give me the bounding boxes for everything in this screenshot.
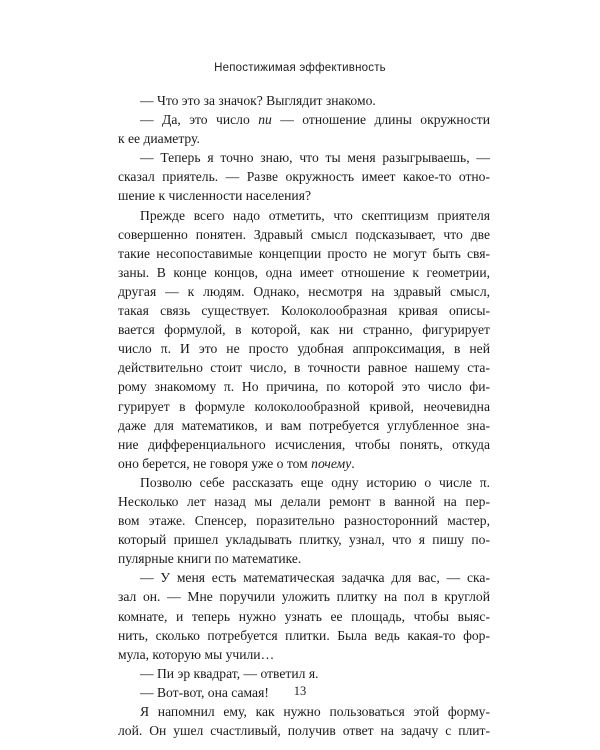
text-line: сказал приятель. — Разве окружность имеет какое-то отно- [118,169,490,185]
page-number: 13 [293,684,307,698]
text-line: Я напомнил ему, как нужно пользоваться этой форму- [140,704,490,719]
text-line: оно берется, не говоря уже о том почему. [118,455,355,471]
text-line: вом этаже. Спенсер, поразительно разносторонний мастер, [118,513,490,529]
emphasis-word: пи [258,112,272,128]
text-line: — Вот-вот, она самая! [140,684,269,700]
text-line: — У меня есть математическая задачка для вас, — ска- [140,570,490,586]
text-line: вается формулой, в которой, как ни странно, фигурирует [118,322,490,338]
text-line: совершенно понятен. Здравый смысл подсказывает, что две [118,226,490,242]
emphasis-word: почему [311,455,352,471]
text-line: Позволю себе рассказать еще одну историю о числе π. [140,474,490,490]
text-line: заны. В конце концов, одна имеет отношение к геометрии, [118,264,490,280]
text-line: такие несопоставимые концепции просто не могут быть свя- [118,245,490,261]
text-line: такая связь существует. Колоколообразная кривая описы- [118,303,490,319]
text-line: ние дифференциального исчисления, чтобы понять, откуда [118,436,490,452]
text-line: пулярные книги по математике. [118,551,302,567]
text-line: действительно стоит число, в точности равное нашему ста- [118,360,490,376]
text-line: даже для математиков, и вам потребуется углубленное зна- [118,417,490,433]
text-line: комнате, и теперь нужно узнать ее площадь, чтобы выяс- [118,608,490,624]
body-text [118,91,490,740]
text-line: другая — к людям. Однако, несмотря на здравый смысл, [118,283,490,299]
text-line: зал он. — Мне поручили уложить плитку на пол в круглой [118,589,490,605]
text-line: Прежде всего надо отметить, что скептицизм приятеля [140,207,490,223]
text-line: гурирует в формуле колоколообразной кривой, неочевидна [118,398,490,414]
text-line: лой. Он ушел счастливый, получив ответ на задачу с плит- [118,723,490,739]
text-line: к ее диаметру. [118,131,200,147]
text-line: Несколько лет назад мы делали ремонт в ванной на пер- [118,493,490,509]
text-line: — Что это за значок? Выглядит знакомо. [140,93,376,108]
text-line: нить, сколько потребуется плитки. Была ведь какая-то фор- [118,627,490,643]
text-line: число π. И это не просто удобная аппроксимация, в ней [118,341,490,357]
text-line: — Да, это число пи — отношение длины окружности [140,112,490,128]
text-line: который пришел укладывать плитку, узнал, что я пишу по- [118,532,490,548]
text-line: рому знакомому π. Но причина, по которой это число фи- [118,379,490,395]
text-line: мула, которую мы учили… [118,646,275,662]
running-title: Непостижимая эффективность [214,62,386,74]
text-line: — Теперь я точно знаю, что ты меня разыгрываешь, — [140,150,490,166]
text-line: — Пи эр квадрат, — ответил я. [140,665,319,681]
text-line: шение к численности населения? [118,188,311,204]
